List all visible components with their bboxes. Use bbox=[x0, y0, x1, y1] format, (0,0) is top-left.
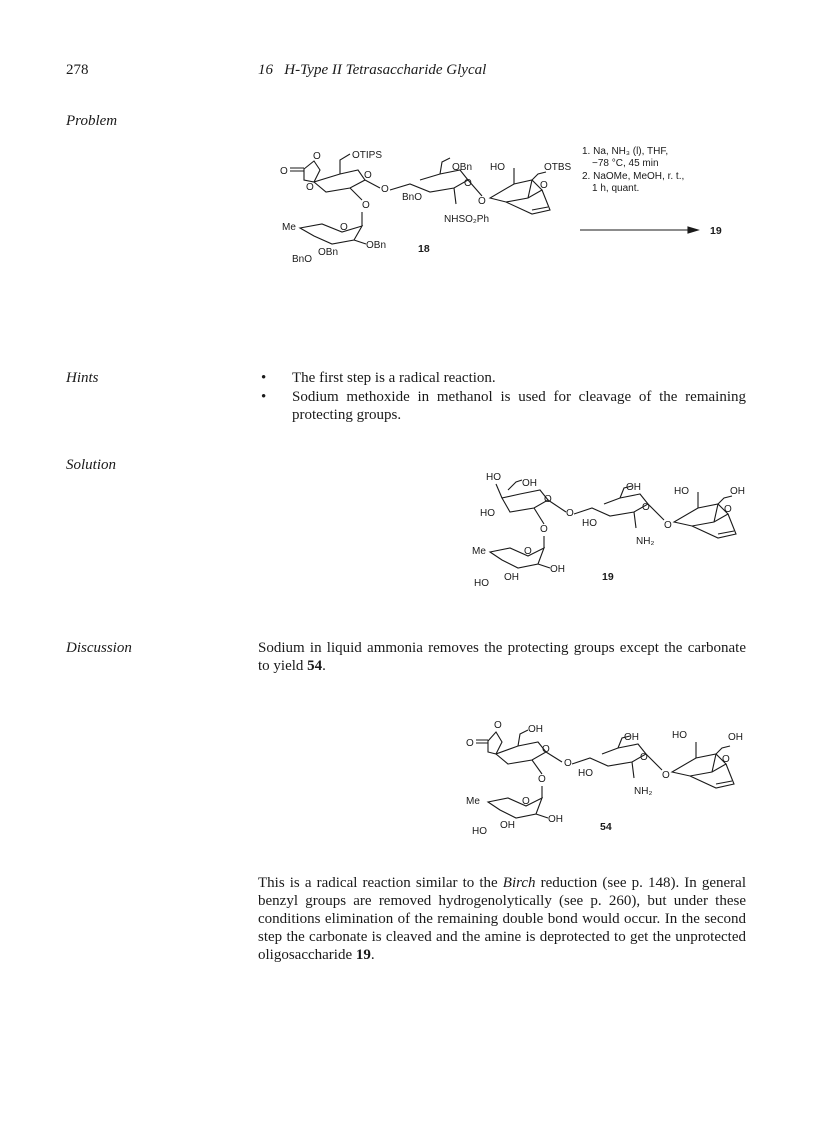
discussion-text: reduction (see p. 148). In general benzyl groups are removed hydrogenolytically (see p. 260), but under these conditions elimination of the remaining double bond would occur. In the second step the carbonate is cleaved and the amine is deprotected to get the unprotected oligosaccharide bbox=[258, 875, 746, 963]
structure-label: Me bbox=[472, 546, 486, 557]
structure-label: OH bbox=[522, 478, 537, 489]
structure-label: O bbox=[280, 166, 288, 177]
reaction-scheme bbox=[270, 140, 740, 275]
structure-label: OTIPS bbox=[352, 150, 383, 161]
structure-label: OH bbox=[500, 820, 515, 831]
hint-item bbox=[258, 369, 746, 387]
compound-ref: 54 bbox=[307, 658, 323, 674]
structure-label: O bbox=[540, 180, 548, 191]
structure-label: O bbox=[306, 182, 314, 193]
hints-list bbox=[258, 369, 746, 425]
structure-label: Me bbox=[466, 796, 480, 807]
structure-label: O bbox=[724, 504, 732, 515]
structure-label: O bbox=[722, 754, 730, 765]
bullet-icon: • bbox=[261, 370, 267, 386]
structure-label: OH bbox=[728, 732, 743, 743]
structure-label: BnO bbox=[402, 192, 423, 203]
structure-label: OBn bbox=[366, 240, 387, 251]
bullet-icon: • bbox=[261, 389, 267, 405]
condition-line: 2. NaOMe, MeOH, r. t., bbox=[582, 171, 685, 182]
structure-label: OH bbox=[626, 482, 641, 493]
compound-ref: 19 bbox=[355, 947, 371, 963]
discussion-text: . bbox=[322, 658, 326, 674]
structure-label: OH bbox=[550, 564, 565, 575]
structure-label: HO bbox=[672, 730, 687, 741]
structure-label: OBn bbox=[318, 247, 339, 258]
section-label-discussion: Discussion bbox=[66, 640, 132, 656]
structure-label: O bbox=[544, 494, 552, 505]
discussion-text: This is a radical reaction similar to the bbox=[258, 875, 503, 891]
structure-label: NH₂ bbox=[636, 536, 655, 547]
condition-line: −78 °C, 45 min bbox=[592, 158, 659, 169]
structure-label: NH₂ bbox=[634, 786, 653, 797]
structure-label: O bbox=[313, 151, 321, 162]
structure-label: OH bbox=[528, 724, 543, 735]
chapter-title: 16 H-Type II Tetrasaccharide Glycal bbox=[258, 62, 487, 78]
structure-label: O bbox=[540, 524, 548, 535]
structure-label: O bbox=[566, 508, 574, 519]
discussion-text: Sodium in liquid ammonia removes the protecting groups except the carbonate to yield bbox=[258, 640, 746, 674]
structure-label: OH bbox=[504, 572, 519, 583]
structure-label: HO bbox=[486, 472, 501, 483]
structure-label: O bbox=[494, 720, 502, 731]
structure-label: O bbox=[466, 738, 474, 749]
structure-label: OTBS bbox=[544, 162, 572, 173]
compound-label-54: 54 bbox=[600, 821, 612, 833]
compound-label-18: 18 bbox=[418, 243, 430, 255]
compound-label-19: 19 bbox=[602, 571, 614, 583]
page-number: 278 bbox=[66, 62, 89, 78]
condition-line: 1 h, quant. bbox=[592, 183, 640, 194]
structure-label: O bbox=[362, 200, 370, 211]
structure-label: OH bbox=[730, 486, 745, 497]
structure-label: O bbox=[340, 222, 348, 233]
structure-label: HO bbox=[480, 508, 495, 519]
structure-label: O bbox=[640, 752, 648, 763]
structure-label: O bbox=[538, 774, 546, 785]
structure-label: HO bbox=[490, 162, 505, 173]
discussion-paragraph-1 bbox=[258, 639, 746, 675]
structure-label: O bbox=[381, 184, 389, 195]
structure-label: O bbox=[664, 520, 672, 531]
structure-label: O bbox=[662, 770, 670, 781]
structure-label: O bbox=[364, 170, 372, 181]
hint-item bbox=[258, 388, 746, 424]
section-label-hints: Hints bbox=[66, 370, 99, 386]
structure-label: NHSO₂Ph bbox=[444, 214, 490, 225]
structure-label: HO bbox=[582, 518, 597, 529]
structure-label: O bbox=[564, 758, 572, 769]
compound-54-structure bbox=[462, 710, 762, 840]
reaction-name: Birch bbox=[502, 875, 536, 891]
compound-19-structure bbox=[470, 468, 770, 598]
condition-line: 1. Na, NH₃ (l), THF, bbox=[582, 146, 669, 157]
product-label: 19 bbox=[710, 225, 722, 237]
structure-label: HO bbox=[674, 486, 689, 497]
structure-label: Me bbox=[282, 222, 296, 233]
discussion-text: . bbox=[370, 947, 375, 963]
section-label-problem: Problem bbox=[66, 113, 118, 129]
structure-label: O bbox=[464, 178, 472, 189]
structure-label: HO bbox=[578, 768, 593, 779]
structure-label: BnO bbox=[292, 254, 313, 265]
structure-label: OH bbox=[548, 814, 563, 825]
hint-text: Sodium methoxide in methanol is used for cleavage of the remaining protecting groups. bbox=[292, 389, 746, 423]
structure-label: HO bbox=[474, 578, 489, 589]
structure-label: OBn bbox=[452, 162, 473, 173]
structure-label: O bbox=[642, 502, 650, 513]
structure-label: O bbox=[478, 196, 486, 207]
section-label-solution: Solution bbox=[66, 457, 117, 473]
hint-text: The first step is a radical reaction. bbox=[292, 370, 496, 386]
structure-label: O bbox=[522, 796, 530, 807]
discussion-paragraph-2 bbox=[258, 874, 746, 964]
structure-label: OH bbox=[624, 732, 639, 743]
structure-label: HO bbox=[472, 826, 487, 837]
structure-label: O bbox=[542, 744, 550, 755]
structure-label: O bbox=[524, 546, 532, 557]
